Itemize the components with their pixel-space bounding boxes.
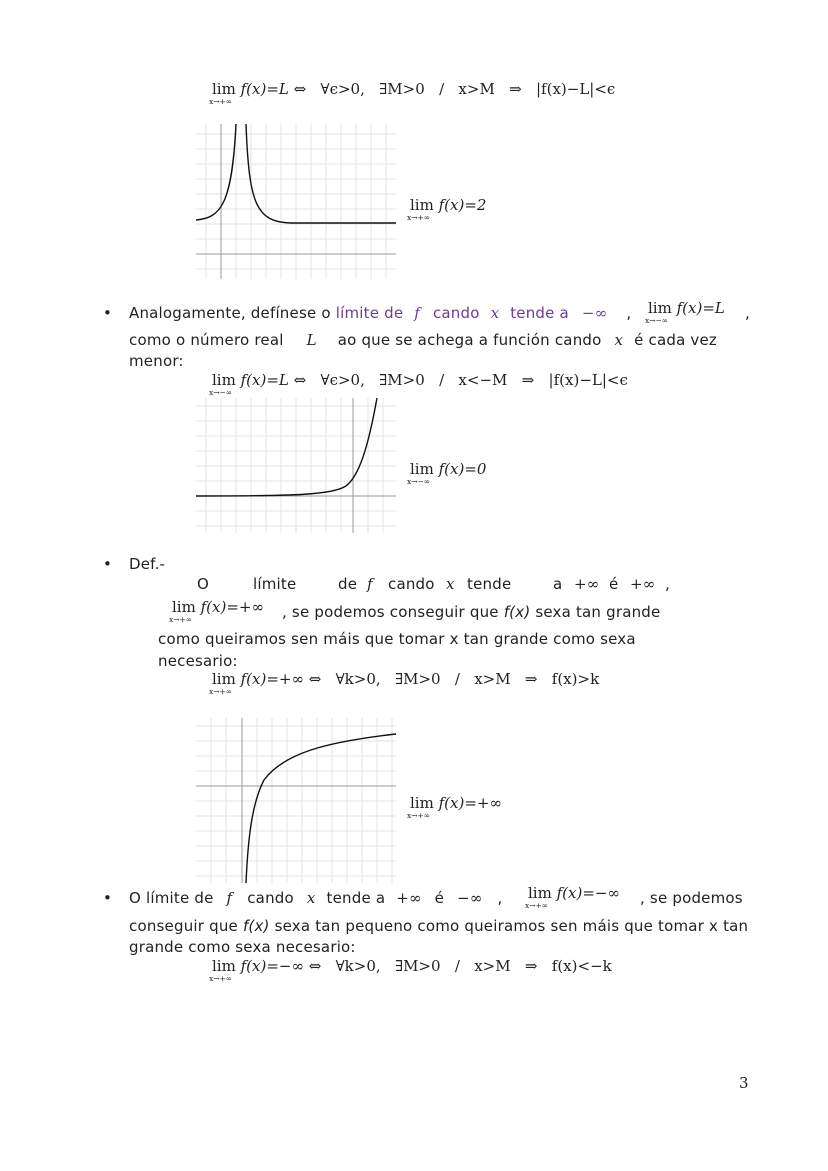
inline-limit-minus-infinity: lim x→−∞ f(x)=L [645,299,725,325]
definition-body: ⇔ ∀ϵ>0, ∃M>0 / x>M ⇒ |f(x)−L|<ϵ [293,80,616,98]
bullet-1: • [103,304,112,322]
comma: , [745,304,750,322]
lim-operator: lim x→+∞ [209,80,236,106]
graph3-limit-label: lim x→+∞ f(x)=+∞ [407,794,502,820]
paragraph-2-line-3: como queiramos sen máis que tomar x tan grande como sexa [158,630,636,648]
paragraph-3-line-3: grande como sexa necesario: [129,938,356,956]
definition-limit-minus-infinity-result: lim x→+∞ f(x)=−∞ ⇔ ∀k>0, ∃M>0 / x>M ⇒ f(x)<−k [209,957,612,983]
definition-limit-plus-infinity [209,80,616,106]
paragraph-1-line-3: menor: [129,352,184,370]
paragraph-3-line-1-end: , se podemos [640,889,743,907]
inline-limit-plus-infinity: lim x→+∞ f(x)=+∞ [169,598,264,624]
function-expression: f(x)=L [240,80,289,98]
graph-limit-0 [196,398,396,533]
limit-link[interactable]: límite de [335,304,404,322]
paragraph-2-line-1: O [197,575,210,593]
paragraph-1-line-1: Analogamente, defínese o límite de f cando x tende a −∞ , [129,304,632,322]
bullet-3: • [103,889,112,907]
bullet-2: • [103,555,112,573]
paragraph-2-line-2: , se podemos conseguir que f(x) sexa tan grande [282,603,661,621]
definition-limit-minus-infinity: lim x→−∞ f(x)=L ⇔ ∀ϵ>0, ∃M>0 / x<−M ⇒ |f(x)−L|<ϵ [209,371,628,397]
graph2-limit-label: lim x→−∞ f(x)=0 [407,460,487,486]
page-number: 3 [739,1074,749,1092]
graph1-limit-label: lim x→+∞ f(x)=2 [407,196,487,222]
graph-limit-2 [196,124,396,279]
definition-limit-plus-infinity-infinite: lim x→+∞ f(x)=+∞ ⇔ ∀k>0, ∃M>0 / x>M ⇒ f(x)>k [209,670,600,696]
graph-limit-plus-infinity [196,718,396,883]
inline-limit-minus-infinity-result: lim x→+∞ f(x)=−∞ [525,884,620,910]
paragraph-3-line-2: conseguir que f(x) sexa tan pequeno como queiramos sen máis que tomar x tan [129,917,749,935]
paragraph-1-line-2: como o número real L ao que se achega a función cando x é cada vez [129,331,718,349]
paragraph-3-line-1: O límite de f cando x tende a +∞ é −∞ , [129,889,503,907]
paragraph-2-line-4: necesario: [158,652,238,670]
def-heading: Def.- [129,555,166,573]
